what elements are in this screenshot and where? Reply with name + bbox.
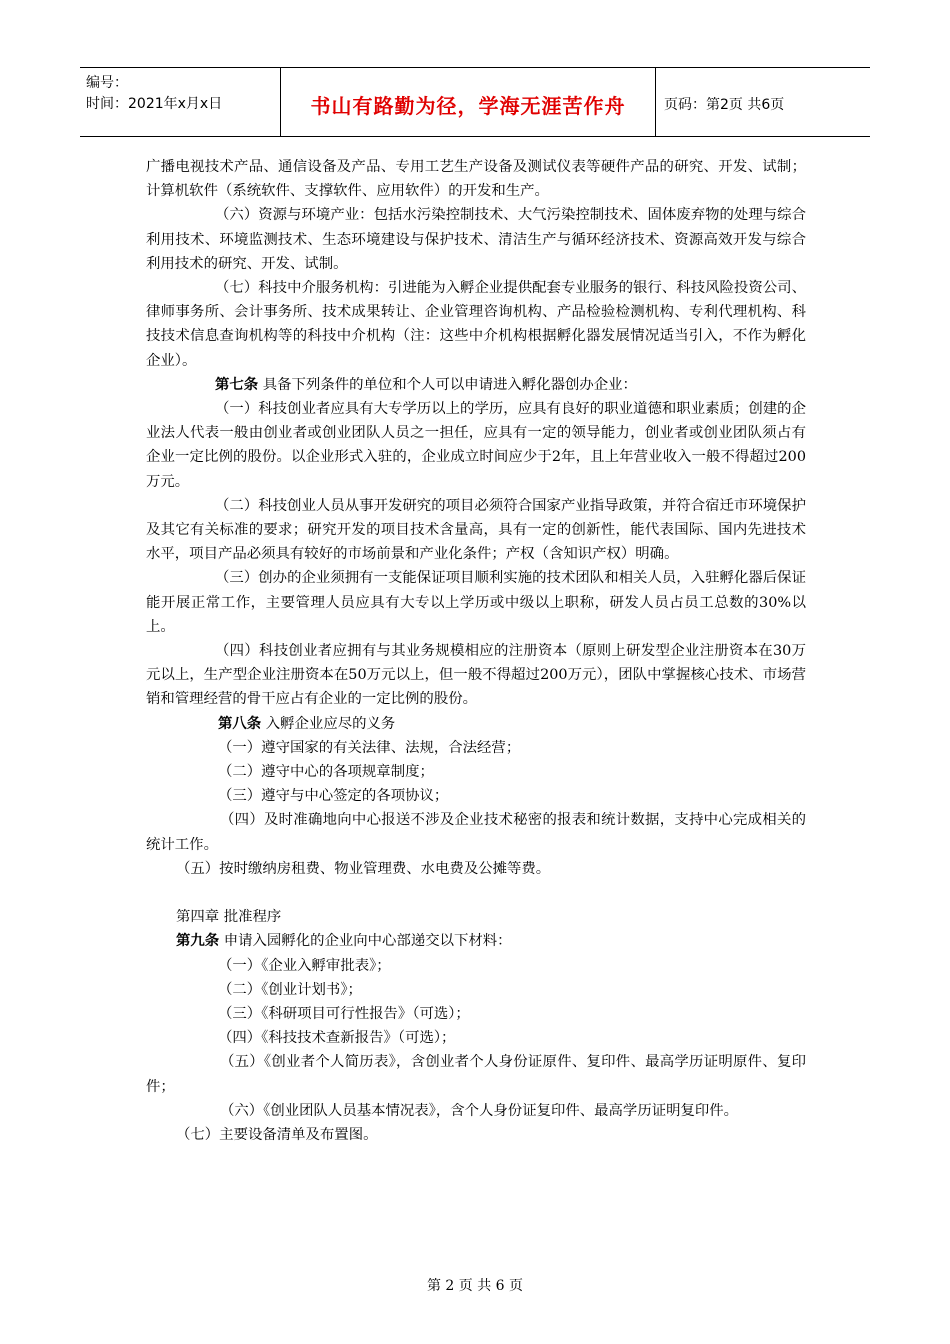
header-motto: 书山有路勤为径，学海无涯苦作舟: [280, 68, 656, 136]
chapter-heading: 第四章 批准程序: [176, 909, 282, 926]
article-9-text: 申请入园孵化的企业向中心部递交以下材料：: [219, 933, 512, 950]
list-item: （一）《企业入孵审批表》；: [218, 957, 391, 974]
list-item: （一）遵守国家的有关法律、法规，合法经营；: [218, 739, 521, 756]
article-8-title: 第八条: [218, 714, 262, 732]
list-item: （五）按时缴纳房租费、物业管理费、水电费及公摊等费。: [176, 860, 551, 877]
list-item: （二）遵守中心的各项规章制度；: [218, 764, 434, 781]
article-9-title: 第九条: [176, 932, 220, 950]
document-number-label: 编号：: [86, 75, 128, 91]
article-8-text: 入孵企业应尽的义务: [261, 715, 396, 732]
list-item: （二）《创业计划书》；: [218, 981, 362, 998]
article-7-text: 具备下列条件的单位和个人可以申请进入孵化器创办企业：: [258, 376, 637, 393]
spacer: [146, 881, 806, 905]
article-7-title: 第七条: [215, 375, 259, 393]
paragraph: （六）资源与环境产业：包括水污染控制技术、大气污染控制技术、固体废弃物的处理与综合利用技术、环境监测技术、生态环境建设与保护技术、清洁生产与循环经济技术、资源高效开发与综合利用技术的研究、开发、试制。: [146, 207, 806, 272]
paragraph: 广播电视技术产品、通信设备及产品、专用工艺生产设备及测试仪表等硬件产品的研究、开发、试制；计算机软件（系统软件、支撑软件、应用软件）的开发和生产。: [146, 159, 806, 200]
header-meta: [80, 68, 280, 136]
header-page-info: 页码：第2页 共6页: [664, 97, 785, 113]
article-7: [146, 373, 806, 397]
document-date: 时间：2021年x月x日: [86, 96, 223, 112]
list-item: （三）遵守与中心签定的各项协议；: [218, 788, 449, 805]
paragraph: （四）科技创业者应拥有与其业务规模相应的注册资本（原则上研发型企业注册资本在30万元以上，生产型企业注册资本在50万元以上，但一般不得超过200万元），团队中掌握核心技术、市场营销和管理经营的骨干应占有企业的一定比例的股份。: [146, 643, 806, 708]
list-item: （四）及时准确地向中心报送不涉及企业技术秘密的报表和统计数据，支持中心完成相关的统计工作。: [146, 812, 806, 853]
list-item: （三）《科研项目可行性报告》（可选）；: [218, 1005, 470, 1022]
paragraph: （七）科技中介服务机构：引进能为入孵企业提供配套专业服务的银行、科技风险投资公司、律师事务所、会计事务所、技术成果转让、企业管理咨询机构、产品检验检测机构、专利代理机构、科技技术信息查询机构等的科技中介机构（注：这些中介机构根据孵化器发展情况适当引入，不作为孵化企业）。: [146, 280, 806, 369]
article-8: [146, 712, 806, 736]
paragraph: （二）科技创业人员从事开发研究的项目必须符合国家产业指导政策，并符合宿迁市环境保护及其它有关标准的要求；研究开发的项目技术含量高，具有一定的创新性，能代表国际、国内先进技术水平，项目产品必须具有较好的市场前景和产业化条件；产权（含知识产权）明确。: [146, 497, 806, 563]
paragraph: （三）创办的企业须拥有一支能保证项目顺利实施的技术团队和相关人员，入驻孵化器后保证能开展正常工作，主要管理人员应具有大专以上学历或中级以上职称，研发人员占员工总数的30%以上。: [146, 570, 806, 635]
list-item: （七）主要设备清单及布置图。: [176, 1126, 378, 1143]
list-item: （五）《创业者个人简历表》，含创业者个人身份证原件、复印件、最高学历证明原件、复印件；: [146, 1054, 806, 1095]
page-header: [80, 67, 870, 137]
list-item: （四）《科技技术查新报告》（可选）；: [218, 1030, 456, 1047]
list-item: （六）《创业团队人员基本情况表》，含个人身份证复印件、最高学历证明复印件。: [220, 1102, 739, 1119]
document-body: [146, 155, 806, 1147]
page-footer: 第 2 页 共 6 页: [426, 1278, 524, 1294]
article-9: [146, 929, 806, 953]
paragraph: （一）科技创业者应具有大专学历以上的学历，应具有良好的职业道德和职业素质；创建的企业法人代表一般由创业者或创业团队人员之一担任，应具有一定的领导能力，创业者或创业团队须占有企业一定比例的股份。以企业形式入驻的，企业成立时间应少于2年，且上年营业收入一般不得超过200万元。: [146, 401, 806, 490]
